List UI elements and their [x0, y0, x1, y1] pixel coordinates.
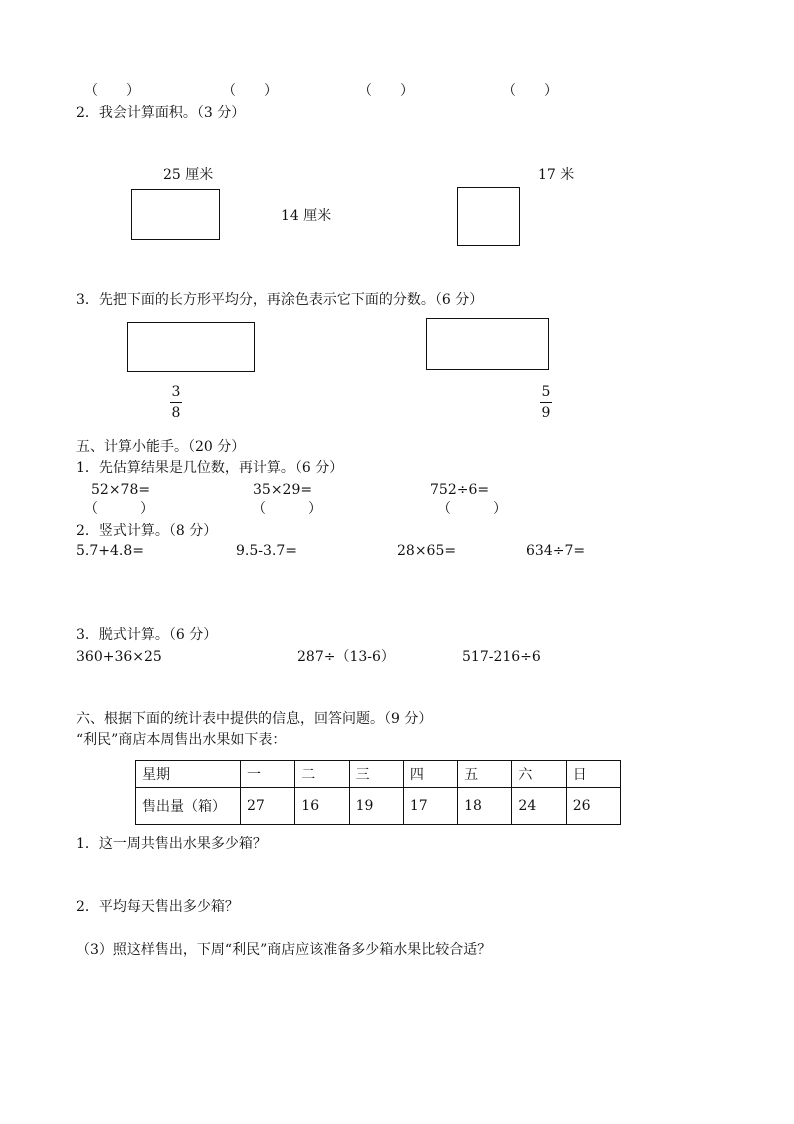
vertical-problem-2: 9.5-3.7=	[236, 543, 297, 559]
day-cell: 四	[403, 761, 457, 788]
fraction-1-numerator: 3	[171, 384, 181, 400]
rect-width-label: 25 厘米	[163, 167, 214, 183]
fraction-1-denominator: 8	[171, 405, 181, 421]
section5-title: 五、计算小能手。（20 分）	[76, 439, 246, 455]
fraction-2-denominator: 9	[541, 405, 551, 421]
day-cell: 六	[512, 761, 566, 788]
vertical-calc-title: 2．竖式计算。（8 分）	[76, 523, 218, 539]
area-square	[457, 187, 520, 246]
fraction-3-8	[168, 385, 184, 420]
stepwise-calc-title: 3．脱式计算。（6 分）	[76, 627, 218, 643]
stepwise-problem-2: 287÷（13-6）	[297, 649, 395, 665]
stepwise-problem-1: 360+36×25	[76, 649, 162, 665]
answer-blank-2[interactable]: （ ）	[222, 83, 278, 99]
rect-height-label: 14 厘米	[281, 208, 332, 224]
area-rectangle	[131, 189, 220, 240]
estimate-problem-2: 35×29=	[253, 482, 313, 498]
estimate-problem-3: 752÷6=	[430, 482, 490, 498]
value-cell: 26	[566, 788, 620, 825]
vertical-problem-1: 5.7+4.8=	[76, 543, 144, 559]
question-next-week-estimate: （3）照这样售出，下周“利民”商店应该准备多少箱水果比较合适？	[76, 942, 492, 958]
answer-blank-4[interactable]: （ ）	[502, 83, 558, 99]
estimate-blank-3[interactable]: （ ）	[437, 501, 507, 517]
day-cell: 一	[241, 761, 295, 788]
table-header-row	[136, 761, 621, 788]
value-cell: 16	[295, 788, 349, 825]
estimate-problem-1: 52×78=	[91, 482, 151, 498]
fruit-sales-table	[135, 760, 621, 825]
estimate-blank-2[interactable]: （ ）	[252, 501, 322, 517]
day-cell: 三	[349, 761, 403, 788]
stepwise-problem-3: 517-216÷6	[462, 649, 541, 665]
square-side-label: 17 米	[538, 167, 575, 183]
day-cell: 日	[566, 761, 620, 788]
estimate-blank-1[interactable]: （ ）	[84, 501, 154, 517]
value-cell: 24	[512, 788, 566, 825]
value-cell: 18	[458, 788, 512, 825]
value-cell: 19	[349, 788, 403, 825]
day-cell: 二	[295, 761, 349, 788]
value-cell: 17	[403, 788, 457, 825]
question-total-boxes: 1．这一周共售出水果多少箱？	[76, 836, 267, 852]
vertical-problem-3: 28×65=	[397, 543, 457, 559]
question-average-per-day: 2．平均每天售出多少箱？	[76, 899, 239, 915]
fraction-question-title: 3．先把下面的长方形平均分，再涂色表示它下面的分数。（6 分）	[76, 292, 484, 308]
fraction-rectangle-1[interactable]	[127, 322, 255, 372]
estimate-title: 1．先估算结果是几位数，再计算。（6 分）	[76, 460, 344, 476]
day-cell: 五	[458, 761, 512, 788]
table-data-row	[136, 788, 621, 825]
fraction-2-bar	[540, 402, 552, 403]
fraction-rectangle-2[interactable]	[426, 318, 549, 370]
section6-title: 六、根据下面的统计表中提供的信息，回答问题。（9 分）	[76, 711, 433, 727]
header-label-cell: 星期	[136, 761, 241, 788]
area-question-title: 2．我会计算面积。（3 分）	[76, 105, 246, 121]
value-cell: 27	[241, 788, 295, 825]
fraction-5-9	[538, 385, 554, 420]
fraction-1-bar	[170, 402, 182, 403]
vertical-problem-4: 634÷7=	[526, 543, 586, 559]
fraction-2-numerator: 5	[541, 384, 551, 400]
table-caption: “利民”商店本周售出水果如下表：	[76, 732, 287, 748]
answer-blank-1[interactable]: （ ）	[84, 83, 140, 99]
row-label-cell: 售出量（箱）	[136, 788, 241, 825]
answer-blank-3[interactable]: （ ）	[358, 83, 414, 99]
